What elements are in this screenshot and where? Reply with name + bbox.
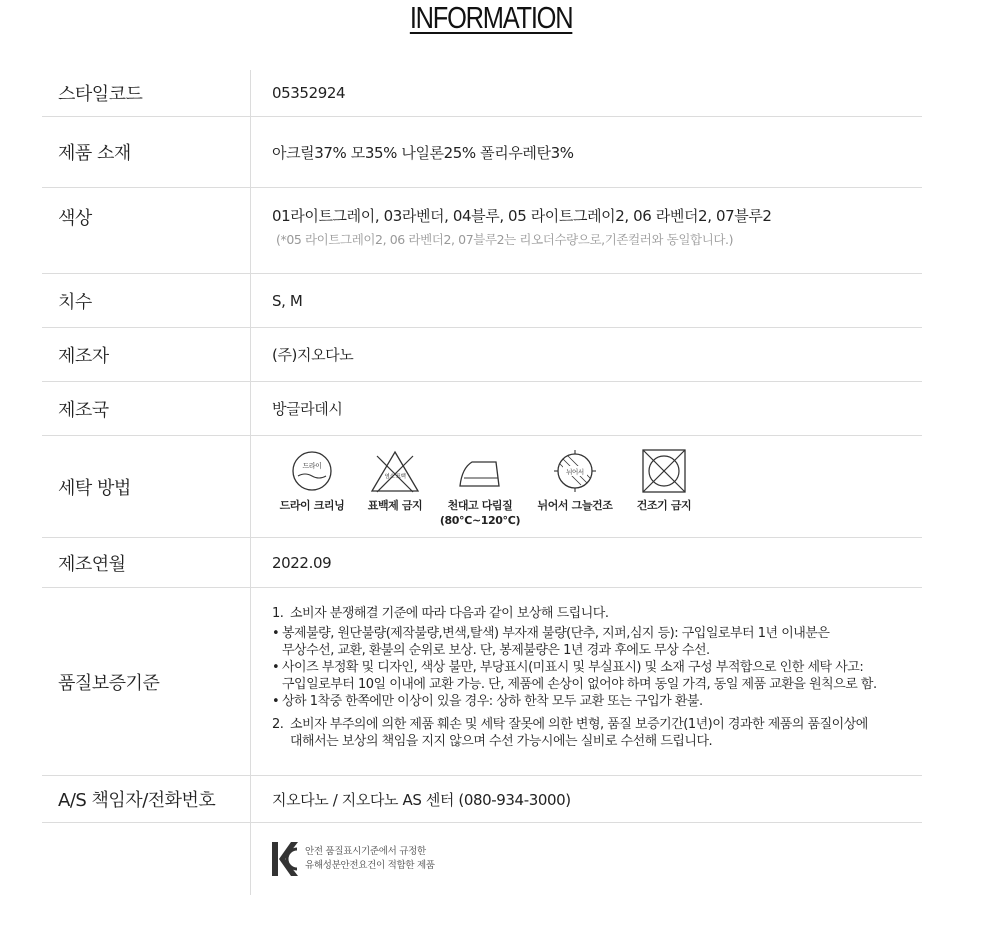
no-bleach-label: 표백제 금지 [367, 499, 423, 512]
dry-clean-symbol-text: 드라이 [302, 462, 322, 470]
size-label: 치수 [58, 291, 92, 313]
warranty-text-5: 소비자 부주의에 의한 제품 훼손 및 세탁 잘못에 의한 변형, 품질 보증기간(1년)이 경과한 제품의 품질이상에 [290, 717, 868, 732]
style-code-value [250, 70, 922, 116]
style-code-label: 스타일코드 [58, 84, 143, 105]
care-iron [439, 448, 521, 528]
row-manufacturer [42, 328, 922, 382]
no-bleach-icon [367, 448, 423, 494]
row-washing [42, 436, 922, 538]
size-value [250, 274, 922, 327]
manufacture-date-value [250, 538, 922, 587]
warranty-text-3: 사이즈 부정확 및 디자인, 색상 불만, 부당표시(미표시 및 부실표시) 및 소재 구성 부적합으로 인한 세탁 사고: [282, 660, 864, 675]
manufacture-date-text: 2022.09 [272, 553, 332, 572]
row-country [42, 382, 922, 436]
kc-label-empty [42, 823, 250, 895]
page-title-wrap [0, 0, 982, 36]
no-tumble-dry-icon [636, 448, 692, 494]
kc-mark-icon [271, 840, 299, 878]
warranty-label: 품질보증기준 [58, 672, 160, 694]
material-label: 제품 소재 [58, 143, 131, 164]
washing-label: 세탁 방법 [58, 477, 131, 499]
row-as [42, 776, 922, 823]
iron-sub-label: (80℃~120℃) [439, 514, 521, 527]
kc-certification [271, 840, 922, 878]
material-text: 아크릴37% 모35% 나일론25% 폴리우레탄3% [272, 144, 574, 162]
row-manufacture-date [42, 538, 922, 588]
kc-line-2: 유해성분안전요건이 적합한 제품 [305, 860, 435, 871]
kc-text [305, 845, 435, 873]
warranty-mark-5: 2. [272, 717, 284, 732]
warranty-text-5b: 대해서는 보상의 책임을 지지 않으며 수선 가능시에는 실비로 수선해 드립니다. [290, 734, 713, 749]
care-no-tumble-dry [633, 448, 695, 513]
row-style-code [42, 70, 922, 117]
warranty-item-1 [272, 605, 922, 622]
row-material [42, 117, 922, 188]
dry-clean-label: 드라이 크리닝 [279, 499, 345, 512]
as-text: 지오다노 / 지오다노 AS 센터 (080-934-3000) [272, 790, 571, 809]
row-kc [42, 823, 922, 895]
warranty-text-2: 봉제불량, 원단불량(제작불량,변색,탈색) 부자재 불량(단추, 지퍼,심지 등): 구입일로부터 1년 이내분은 [282, 626, 830, 641]
warranty-text-4: 상하 1착중 한쪽에만 이상이 있을 경우: 상하 한착 모두 교환 또는 구입가 환불. [282, 694, 703, 709]
warranty-list [272, 605, 922, 750]
care-dry-clean [277, 448, 347, 513]
care-icons [277, 448, 922, 528]
warranty-mark-3: • [272, 660, 280, 675]
as-value [250, 776, 922, 822]
iron-icon [452, 448, 508, 494]
warranty-item-2 [272, 625, 922, 659]
warranty-text-1: 소비자 분쟁해결 기준에 따라 다음과 같이 보상해 드립니다. [290, 606, 609, 621]
manufacture-date-label: 제조연월 [58, 553, 126, 575]
warranty-mark-4: • [272, 694, 280, 709]
warranty-item-3 [272, 659, 922, 693]
iron-label: 천대고 다림질 [447, 499, 513, 512]
info-table [42, 70, 922, 895]
kc-value [250, 823, 922, 895]
warranty-text-3b: 구입일로부터 10일 이내에 교환 가능. 단, 제품에 손상이 없어야 하며 동일 가격, 동일 제품 교환을 원칙으로 함. [282, 677, 877, 692]
material-value [250, 117, 922, 187]
flat-dry-symbol-text: 뉘어서 [566, 468, 584, 476]
manufacturer-text: (주)지오다노 [272, 346, 354, 364]
country-text: 방글라데시 [272, 400, 343, 418]
kc-line-1: 안전 품질표시기준에서 규정한 [305, 846, 426, 857]
size-text: S, M [272, 291, 303, 310]
warranty-item-5 [272, 716, 922, 750]
washing-value [250, 436, 922, 537]
care-flat-dry-shade [535, 448, 615, 513]
as-label: A/S 책임자/전화번호 [58, 790, 216, 811]
manufacturer-label: 제조자 [58, 345, 109, 367]
row-warranty [42, 588, 922, 776]
manufacturer-value [250, 328, 922, 381]
country-value [250, 382, 922, 435]
color-value [250, 188, 922, 273]
warranty-value [250, 588, 922, 775]
no-tumble-dry-label: 건조기 금지 [636, 499, 692, 512]
country-label: 제조국 [58, 399, 109, 421]
page-title: INFORMATION [409, 0, 573, 35]
row-color [42, 188, 922, 274]
flat-dry-shade-icon [547, 448, 603, 494]
dry-clean-icon [284, 448, 340, 494]
color-label: 색상 [58, 208, 92, 229]
warranty-text-2b: 무상수선, 교환, 환불의 순위로 보상. 단, 봉제불량은 1년 경과 후에도 무상 수선. [282, 643, 710, 658]
flat-dry-shade-label: 뉘어서 그늘건조 [537, 499, 613, 512]
color-text: 01라이트그레이, 03라벤더, 04블루, 05 라이트그레이2, 06 라벤더2, 07블루2 [272, 207, 772, 225]
warranty-mark-2: • [272, 626, 280, 641]
warranty-item-4 [272, 693, 922, 710]
color-note: (*05 라이트그레이2, 06 라벤더2, 07블루2는 리오더수량으로,기존컬러와 동일합니다.) [276, 232, 734, 247]
no-bleach-symbol-text: 염소 표백 [384, 474, 406, 480]
care-no-bleach [365, 448, 425, 513]
warranty-mark-1: 1. [272, 606, 284, 621]
style-code-text: 05352924 [272, 84, 346, 102]
row-size [42, 274, 922, 328]
